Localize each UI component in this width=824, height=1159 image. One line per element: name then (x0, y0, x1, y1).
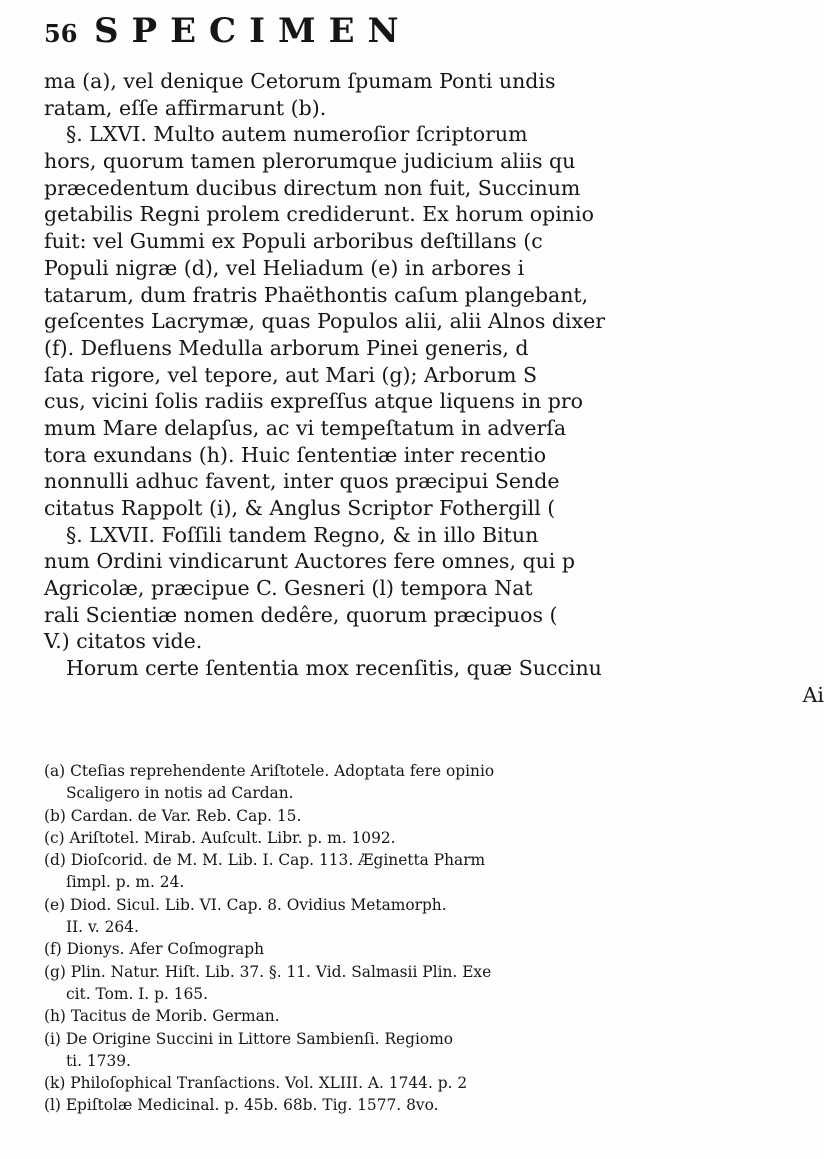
text-line: getabilis Regni prolem crediderunt. Ex horum opinio (44, 202, 594, 227)
section-heading-line: §. LXVII. Foſſili tandem Regno, & in illo Bitun (66, 522, 539, 547)
text-line: tora exundans (h). Huic ſententiæ inter recentio (44, 442, 547, 467)
text-line: ratam, eſſe affirmarunt (b). (44, 95, 327, 120)
text-line: nonnulli adhuc favent, inter quos præcipui Sende (44, 469, 560, 494)
footnote: (b) Cardan. de Var. Reb. Cap. 15. (44, 806, 302, 825)
text-line: Horum certe ſententia mox recenſitis, quæ Succinu (66, 656, 602, 681)
footnote: (f) Dionys. Afer Coſmograph (44, 940, 265, 959)
footnotes (44, 760, 824, 1117)
text-line: citatus Rappolt (i), & Anglus Scriptor Fothergill ( (44, 496, 556, 520)
footnote: (k) Philoſophical Tranſactions. Vol. XLIII. A. 1744. p. 2 (44, 1074, 468, 1093)
catchword: Ai (802, 682, 824, 707)
body-text (44, 68, 824, 709)
text-line: hors, quorum tamen plerorumque judicium aliis qu (44, 149, 576, 174)
footnote-continuation: Scaligero in notis ad Cardan. (66, 784, 294, 803)
text-line: cus, vicini ſolis radiis expreſſus atque liquens in pro (44, 389, 584, 414)
text-line: fuit: vel Gummi ex Populi arboribus deſtillans (c (44, 229, 543, 254)
text-line: Agricolæ, præcipue C. Gesneri (l) tempora Nat (44, 576, 533, 601)
text-line: (f). Defluens Medulla arborum Pinei generis, d (44, 335, 529, 360)
footnote: (g) Plin. Natur. Hiſt. Lib. 37. §. 11. Vid. Salmasii Plin. Exe (44, 962, 492, 981)
text-line: V.) citatos vide. (44, 629, 203, 654)
text-line: rali Scientiæ nomen dedêre, quorum præcipuos ( (44, 602, 558, 627)
footnote: (h) Tacitus de Morib. German. (44, 1007, 280, 1026)
text-line: præcedentum ducibus directum non fuit, Succinum (44, 175, 581, 200)
footnote: (l) Epiſtolæ Medicinal. p. 45b. 68b. Tig. 1577. 8vo. (44, 1096, 439, 1115)
text-line: num Ordini vindicarunt Auctores fere omnes, qui p (44, 549, 575, 574)
page-number: 56 (44, 19, 78, 48)
running-head: SPECIMEN (94, 11, 412, 51)
text-line: tatarum, dum fratris Phaëthontis caſum plangebant, (44, 282, 589, 307)
footnote: (c) Ariſtotel. Mirab. Auſcult. Libr. p. m. 1092. (44, 828, 396, 847)
text-line: Populi nigræ (d), vel Heliadum (e) in arbores i (44, 255, 525, 280)
text-line: ſata rigore, vel tepore, aut Mari (g); Arborum S (44, 362, 538, 387)
footnote-continuation: II. v. 264. (66, 918, 139, 937)
page-header (44, 9, 824, 49)
footnote: (a) Cteſias reprehendente Ariſtotele. Adoptata fere opinio (44, 762, 495, 780)
section-heading-line: §. LXVI. Multo autem numeroſior ſcriptorum (66, 122, 528, 147)
footnote-continuation: ti. 1739. (66, 1051, 131, 1070)
footnote: (e) Diod. Sicul. Lib. VI. Cap. 8. Ovidius Metamorph. (44, 895, 447, 914)
text-line: mum Mare delapſus, ac vi tempeſtatum in adverſa (44, 415, 567, 440)
footnote-continuation: ſimpl. p. m. 24. (66, 873, 185, 892)
footnote: (i) De Origine Succini in Littore Sambienſi. Regiomo (44, 1029, 454, 1048)
text-line: geſcentes Lacrymæ, quas Populos alii, alii Alnos dixer (44, 309, 606, 334)
footnote: (d) Dioſcorid. de M. M. Lib. I. Cap. 113. Æginetta Pharm (44, 851, 486, 870)
text-line: ma (a), vel denique Cetorum ſpumam Ponti undis (44, 69, 556, 93)
footnote-continuation: cit. Tom. I. p. 165. (66, 984, 208, 1003)
